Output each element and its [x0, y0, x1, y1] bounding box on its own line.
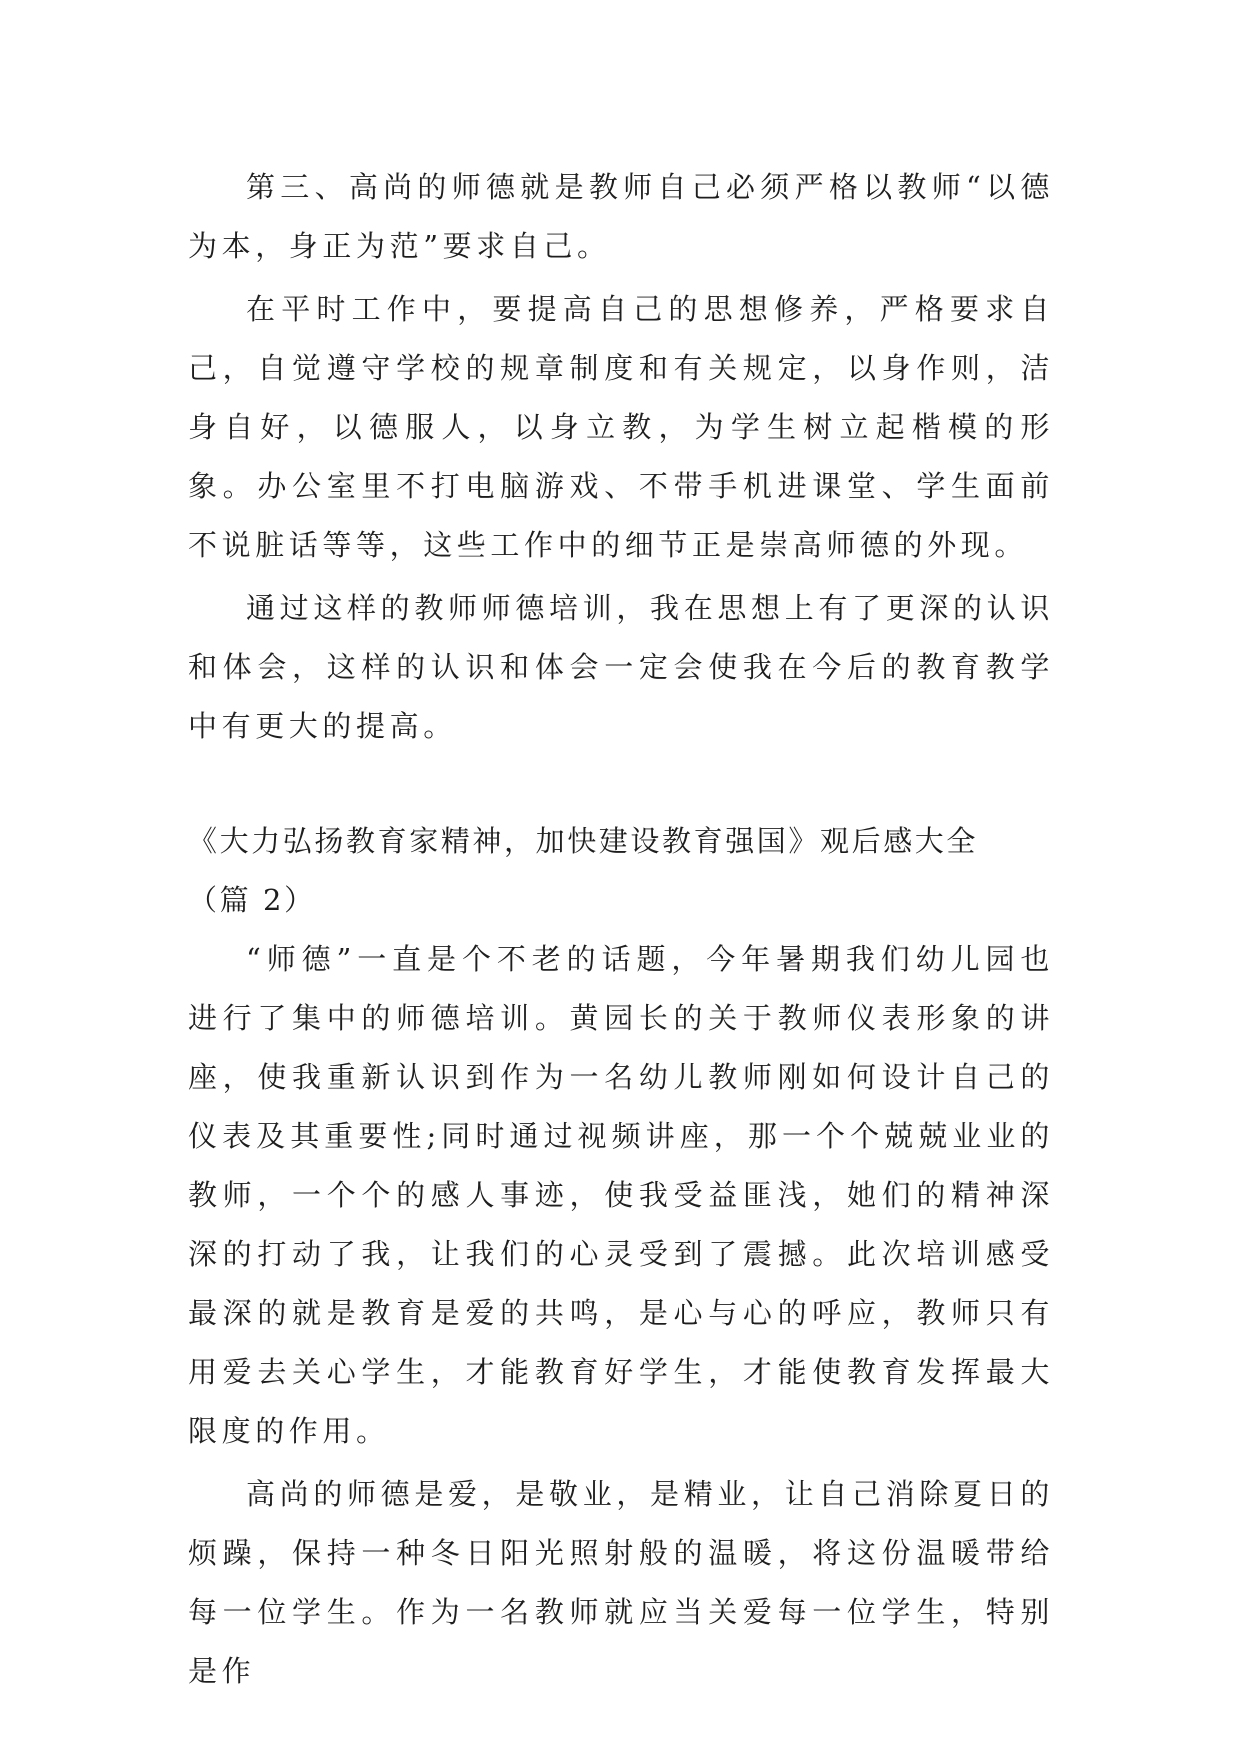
document-body — [188, 158, 1054, 1705]
section-heading-part: （篇 2） — [188, 883, 316, 917]
section-heading-title: 《大力弘扬教育家精神，加快建设教育强国》观后感大全 — [188, 824, 979, 858]
paragraph-4: “师德”一直是个不老的话题，今年暑期我们幼儿园也进行了集中的师德培训。黄园长的关于教师仪表形象的讲座，使我重新认识到作为一名幼儿教师刚如何设计自己的仪表及其重要性;同时通过视频讲座，那一个个兢兢业业的教师，一个个的感人事迹，使我受益匪浅，她们的精神深深的打动了我，让我们的心灵受到了震撼。此次培训感受最深的就是教育是爱的共鸣，是心与心的呼应，教师只有用爱去关心学生，才能教育好学生，才能使教育发挥最大限度的作用。 — [188, 942, 1054, 1448]
paragraph-2: 在平时工作中，要提高自己的思想修养，严格要求自己，自觉遵守学校的规章制度和有关规定，以身作则，洁身自好，以德服人，以身立教，为学生树立起楷模的形象。办公室里不打电脑游戏、不带手机进课堂、学生面前不说脏话等等，这些工作中的细节正是崇高师德的外现。 — [188, 292, 1054, 562]
paragraph-5: 高尚的师德是爱，是敬业，是精业，让自己消除夏日的烦躁，保持一种冬日阳光照射般的温暖，将这份温暖带给每一位学生。作为一名教师就应当关爱每一位学生，特别是作 — [188, 1477, 1054, 1688]
section-heading — [188, 812, 1054, 930]
paragraph-3: 通过这样的教师师德培训，我在思想上有了更深的认识和体会，这样的认识和体会一定会使我在今后的教育教学中有更大的提高。 — [188, 591, 1054, 743]
paragraph-1: 第三、高尚的师德就是教师自己必须严格以教师“以德为本，身正为范”要求自己。 — [188, 170, 1054, 263]
section-gap — [188, 760, 1054, 812]
